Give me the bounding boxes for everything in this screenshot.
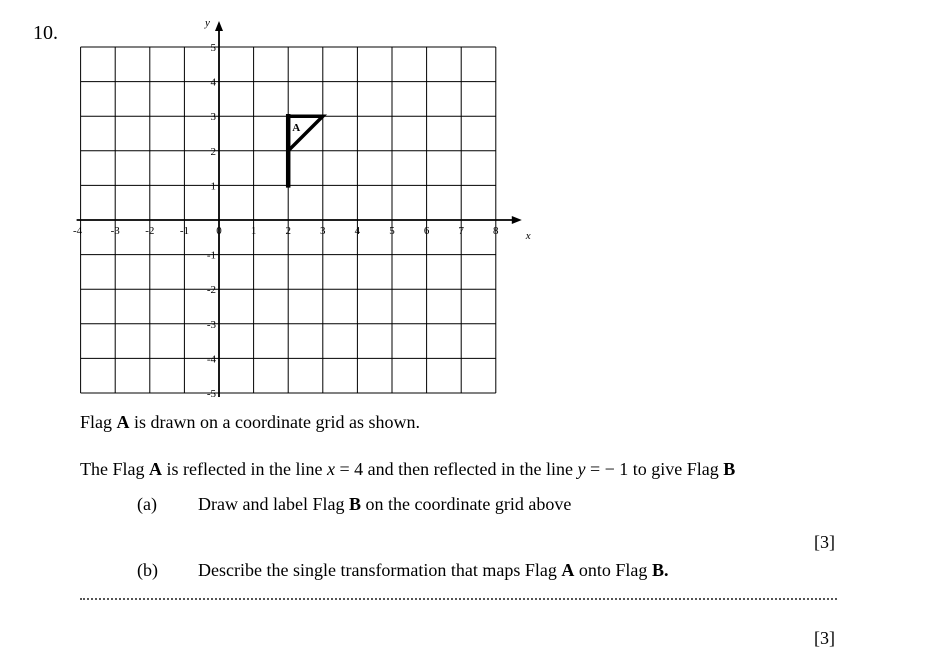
y-tick-label: 3: [210, 111, 216, 124]
part-b-text: Describe the single transformation that maps Flag A onto Flag B.: [198, 560, 669, 580]
x-tick-label: 0: [216, 225, 222, 237]
y-tick-label: -1: [206, 249, 216, 262]
x-tick-label: 6: [423, 225, 430, 237]
x-tick-label: -4: [73, 225, 83, 237]
x-tick-label: -1: [179, 225, 189, 237]
part-b-label: (b): [137, 560, 158, 580]
x-tick-label: 3: [320, 225, 326, 237]
reflection-statement: The Flag A is reflected in the line x = 4 and then reflected in the line y = − 1 to give Flag B: [80, 459, 736, 479]
y-tick-label: 1: [210, 180, 216, 193]
x-tick-label: 7: [458, 225, 464, 237]
axes: [77, 17, 531, 397]
intro-text: Flag A is drawn on a coordinate grid as shown.: [80, 412, 420, 432]
y-tick-label: -5: [206, 388, 216, 400]
x-tick-label: -2: [145, 225, 155, 237]
flag-label: A: [292, 122, 301, 135]
part-a-label: (a): [137, 494, 157, 514]
y-tick-label: -2: [206, 284, 216, 297]
answer-line[interactable]: [80, 586, 837, 600]
x-axis-label: x: [525, 230, 531, 242]
x-tick-label: 5: [389, 225, 395, 237]
tick-labels: [73, 42, 499, 400]
y-tick-label: 2: [210, 145, 216, 158]
y-tick-label: -4: [206, 353, 216, 366]
x-tick-label: 4: [354, 225, 361, 237]
x-tick-label: 8: [493, 225, 499, 237]
part-b-marks: [3]: [814, 628, 835, 648]
y-axis-arrow: [215, 21, 223, 31]
x-tick-label: 2: [285, 225, 291, 237]
question-number: 10.: [33, 22, 58, 44]
part-a-text: Draw and label Flag B on the coordinate grid above: [198, 494, 572, 514]
y-tick-label: -3: [206, 318, 216, 331]
x-tick-label: 1: [250, 225, 257, 237]
x-tick-label: -3: [110, 225, 120, 237]
y-axis-label: y: [205, 17, 210, 29]
x-axis-arrow: [512, 216, 522, 224]
part-a-marks: [3]: [814, 532, 835, 552]
y-tick-label: 5: [210, 42, 216, 54]
y-tick-label: 4: [210, 76, 216, 89]
